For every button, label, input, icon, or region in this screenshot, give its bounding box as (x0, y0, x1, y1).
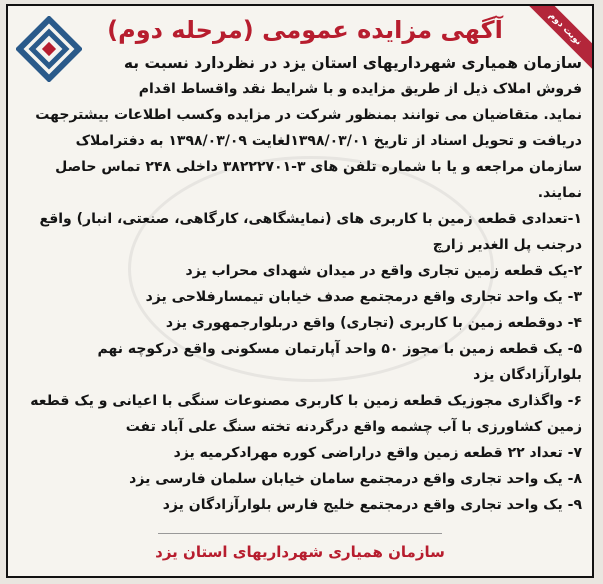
list-item: ۴- دوقطعه زمین با کاربری (تجاری) واقع دربلوارجمهوری یزد (165, 315, 582, 331)
list-item: درجنب پل الغدیر زارچ (432, 237, 582, 253)
list-item: ۹- یک واحد تجاری واقع درمجتمع خلیج فارس بلوارآزادگان یزد (162, 497, 582, 513)
divider (158, 533, 442, 534)
list-item: ۳- یک واحد تجاری واقع درمجتمع صدف خیابان تیمسارفلاحی یزد (145, 289, 582, 305)
organization-logo-icon (16, 16, 82, 82)
second-round-badge: نوبت دوم (520, 4, 594, 74)
intro-line: سازمان همیاری شهرداریهای استان یزد در نظردارد نسبت به (123, 54, 582, 72)
list-item: ۱-تعدادی قطعه زمین با کاربری های (نمایشگاهی، کارگاهی، صنعتی، انبار) واقع (39, 211, 582, 227)
list-item: ۶- واگذاری مجوزیک قطعه زمین با کاربری مصنوعات سنگی با اعیانی و یک قطعه (30, 393, 582, 409)
list-item: ۵- یک قطعه زمین با مجوز ۵۰ واحد آپارتمان مسکونی واقع درکوچه نهم (97, 341, 582, 357)
body-line: فروش املاک ذیل از طریق مزایده و با شرایط نقد واقساط اقدام (138, 81, 582, 97)
footer-signature: سازمان همیاری شهرداریهای استان یزد (155, 543, 445, 561)
announcement-page (6, 4, 594, 578)
list-item: ۲-یک قطعه زمین تجاری واقع در میدان شهدای محراب یزد (185, 263, 582, 279)
body-line: نماید. متقاضیان می توانند بمنظور شرکت در مزایده وکسب اطلاعات بیشترجهت (35, 107, 582, 123)
body-line: نمایند. (537, 185, 582, 201)
list-item: ۸- یک واحد تجاری واقع درمجتمع سامان خیابان سلمان فارسی یزد (129, 471, 582, 487)
body-line: دریافت و تحویل اسناد از تاریخ ۱۳۹۸/۰۳/۰۱لغایت ۱۳۹۸/۰۳/۰۹ به دفتراملاک (75, 133, 582, 149)
body-line: سازمان مراجعه و یا با شماره تلفن های ۳-۳۸۲۲۲۷۰۱ داخلی ۲۴۸ تماس حاصل (55, 159, 582, 175)
list-item: بلوارآزادگان یزد (473, 367, 582, 383)
page-title: آگهی مزایده عمومی (مرحله دوم) (107, 16, 503, 44)
list-item: زمین کشاورزی با آب چشمه واقع درگردنه تخته سنگ علی آباد تفت (125, 419, 582, 435)
list-item: ۷- تعداد ۲۲ قطعه زمین واقع دراراضی کوره مهرادکرمیه یزد (173, 445, 582, 461)
